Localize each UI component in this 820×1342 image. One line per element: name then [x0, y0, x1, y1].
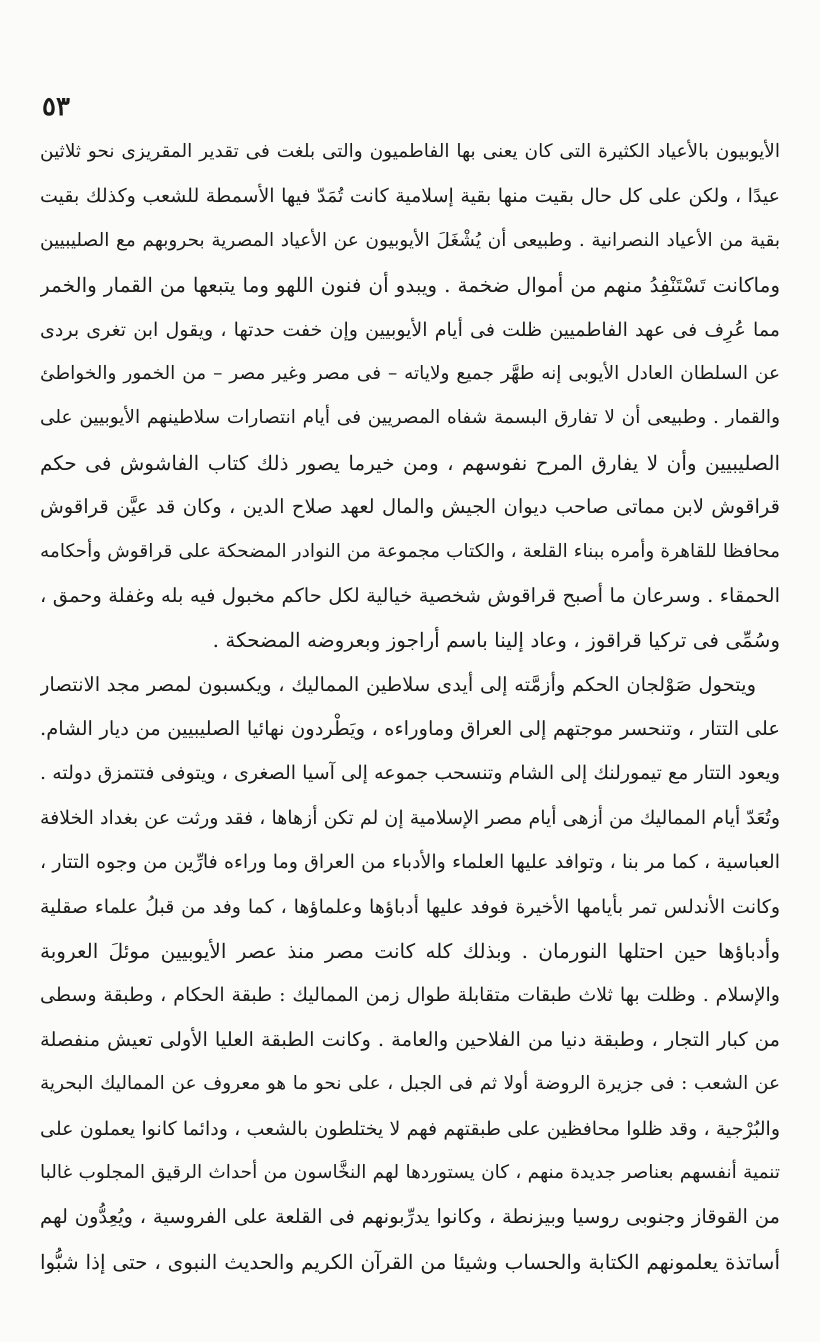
- text-line: وكانت الأندلس تمر بأيامها الأخيرة فوفد عليها أدباؤها وعلماؤها ، كما وفد من قبلُ علماء صقلية: [40, 895, 780, 918]
- paragraph-start-line: ويتحول صَوْلجان الحكم وأزمَّته إلى أيدى سلاطين المماليك ، ويكسبون لمصر مجد الانتصار: [40, 672, 756, 696]
- text-line: على التتار ، وتنحسر موجتهم إلى العراق وماوراءه ، ويَطْردون نهائيا الصليبيين من ديار الشام.: [40, 717, 780, 741]
- text-line: الصليبيين وأن لا يفارق المرح نفوسهم ، ومن خيرما يصور ذلك كتاب الفاشوش فى حكم: [40, 450, 780, 475]
- text-line: من كبار التجار ، وطبقة دنيا من الفلاحين والعامة . وكانت الطبقة العليا الأولى تعيش منفصلة: [40, 1027, 780, 1051]
- text-line: وسُمِّى فى تركيا قراقوز ، وعاد إلينا باسم أراجوز وبعروضه المضحكة .: [212, 628, 780, 653]
- text-line: تنمية أنفسهم بعناصر جديدة منهم ، كان يستوردها لهم النخَّاسون من أحداث الرقيق المجلوب غالبا: [40, 1161, 780, 1183]
- text-line: والقمار . وطبيعى أن لا تفارق البسمة شفاه المصريين فى أيام انتصارات سلاطينهم الأيوبيين على: [40, 407, 780, 429]
- body-text: [40, 130, 780, 1284]
- text-line: قراقوش لابن مماتى صاحب ديوان الجيش والمال لعهد صلاح الدين ، وكان قد عيَّن قراقوش: [40, 495, 780, 519]
- text-line: محافظا للقاهرة وأمره ببناء القلعة ، والكتاب مجموعة من النوادر المضحكة على قراقوش وأحكامه: [40, 540, 780, 562]
- text-line: العباسية ، كما مر بنا ، وتوافد عليها العلماء والأدباء من العراق وما وراءه فارِّين من وجوه التتار ،: [40, 851, 780, 874]
- text-line: الحمقاء . وسرعان ما أصبح قراقوش شخصية خيالية لكل حاكم مخبول فيه بله وغفلة وحمق ،: [40, 583, 780, 607]
- text-line: من القوقاز وجنوبى روسيا وبيزنطة ، وكانوا يدرِّبونهم فى القلعة على الفروسية ، ويُعِدُّون لهم: [40, 1205, 780, 1229]
- page-number: ٥٣: [42, 92, 70, 122]
- text-line: الأيوبيون بالأعياد الكثيرة التى كان يعنى بها الفاطميون والتى بلغت فى تقدير المقريزى نحو ثلاثين: [40, 141, 780, 162]
- text-line: والبُرْجية ، وقد ظلوا محافظين على طبقتهم فهم لا يختلطون بالشعب ، ودائما كانوا يعملون على: [40, 1117, 780, 1140]
- text-line: مما عُرِف فى عهد الفاطميين ظلت فى أيام الأيوبيين وإن خفت حدتها ، ويقول ابن تغرى بردى: [40, 318, 780, 341]
- text-line: ويعود التتار مع تيمورلنك إلى الشام وتنسحب جموعه إلى آسيا الصغرى ، ويتوفى فتتمزق دولته .: [40, 762, 780, 785]
- text-line: عن السلطان العادل الأيوبى إنه طهَّر جميع ولاياته – فى مصر وغير مصر – من الخمور والخواطئ: [40, 362, 780, 384]
- text-line: عن الشعب : فى جزيرة الروضة أولا ثم فى الجبل ، على نحو ما هو معروف عن المماليك البحرية: [40, 1073, 780, 1095]
- text-line: والإسلام . وظلت بها ثلاث طبقات متقابلة طوال زمن المماليك : طبقة الحكام ، وطبقة وسطى: [40, 984, 780, 1007]
- text-line: بقية من الأعياد النصرانية . وطبيعى أن يُشْغَلَ الأيوبيون عن الأعياد المصرية بحروبهم مع الصليبيين: [40, 229, 780, 251]
- text-line: عيدًا ، ولكن على كل حال بقيت منها بقية إسلامية كانت تُمَدّ فيها الأسمطة للشعب وكذلك بقيت: [40, 185, 780, 208]
- text-line: أساتذة يعلمونهم الكتابة والحساب وشيئا من القرآن الكريم والحديث النبوى ، حتى إذا شبُّوا: [40, 1249, 780, 1274]
- text-line: وتُعَدّ أيام المماليك من أزهى أيام مصر الإسلامية إن لم تكن أزهاها ، فقد ورثت عن بغداد الخلافة: [40, 806, 780, 829]
- text-line: وماكانت تَسْتَنْفِدُ منهم من أموال ضخمة . ويبدو أن فنون اللهو وما يتبعها من القمار والخمر: [40, 273, 780, 298]
- text-line: وأدباؤها حين احتلها النورمان . وبذلك كله كانت مصر منذ عصر الأيوبيين موئلَ العروبة: [40, 939, 780, 964]
